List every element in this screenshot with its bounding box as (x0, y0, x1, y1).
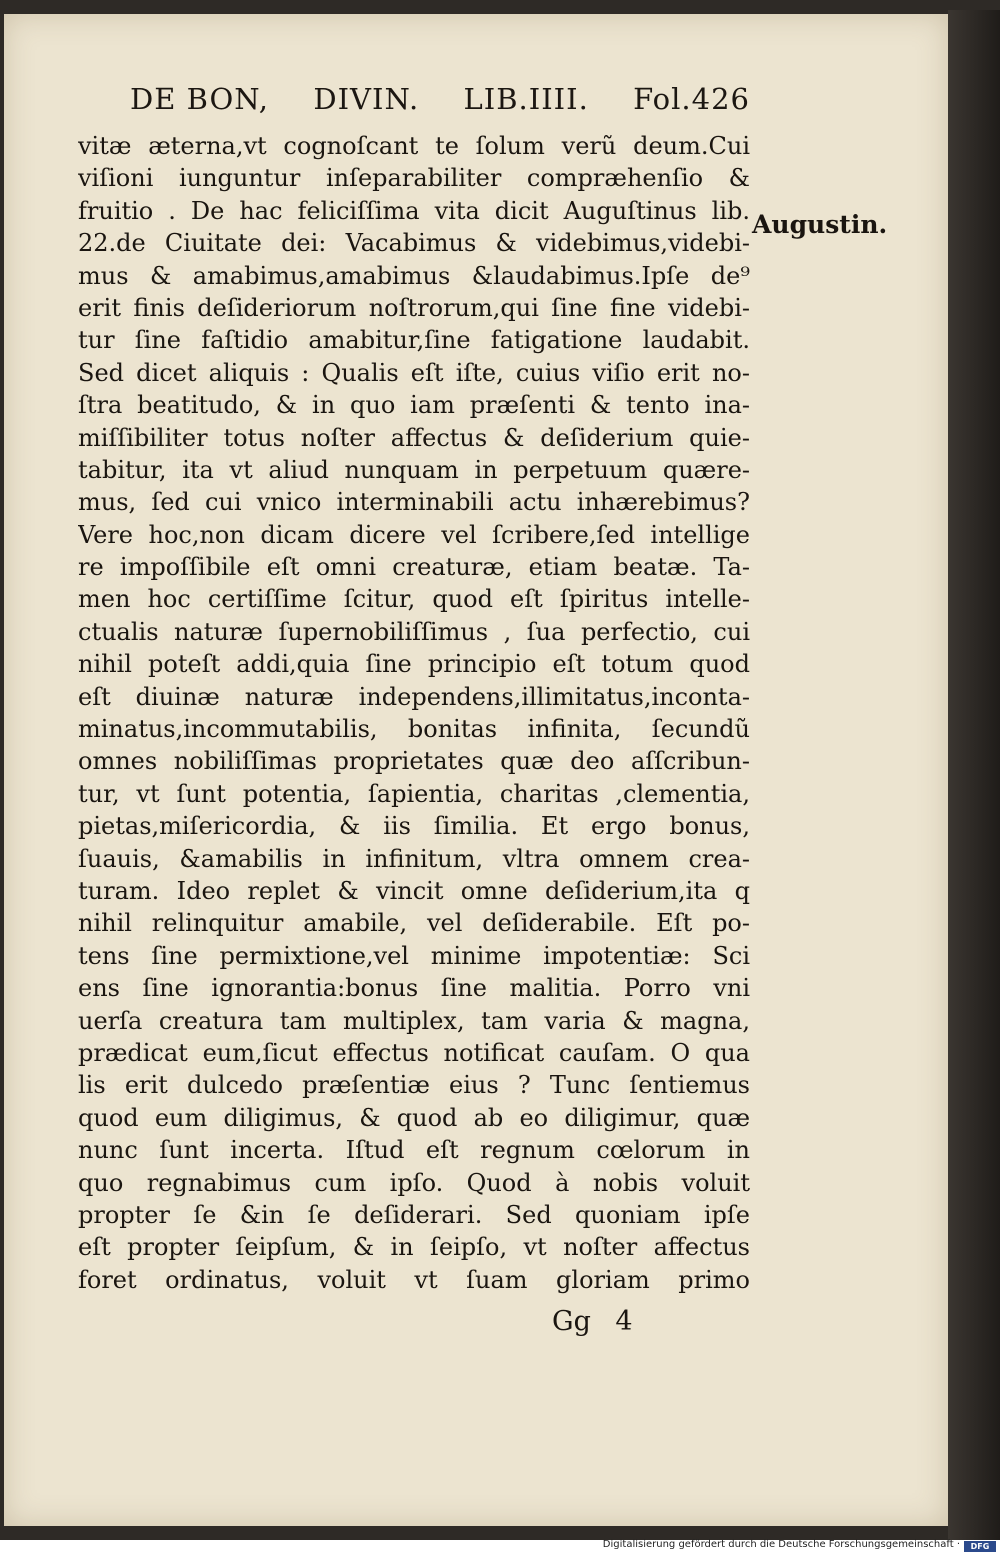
header-title: DE BON, (130, 82, 270, 116)
signature-mark: Gg 4 (552, 1306, 633, 1337)
text-line: lis erit dulcedo præſentiæ eius ? Tunc ſentiemus (78, 1071, 750, 1100)
text-line: pietas,miſericordia, & iis ſimilia. Et ergo bonus, (78, 812, 750, 841)
text-line: ſtra beatitudo, & in quo iam præſenti & tento ina- (78, 391, 750, 420)
text-line: Sed dicet aliquis : Qualis eſt iſte, cuius viſio erit no- (78, 358, 750, 387)
text-line: nihil poteſt addi,quia ſine principio eſt totum quod (78, 650, 750, 679)
text-line: fruitio . De hac feliciſſima vita dicit Auguſtinus lib. (78, 196, 750, 225)
text-line: Vere hoc,non dicam dicere vel ſcribere,ſed intellige (78, 520, 750, 549)
folio-number: Fol.426 (633, 82, 750, 116)
text-line: mus & amabimus,amabimus &laudabimus.Ipſe de⁹ (78, 261, 750, 290)
text-line: 22.de Ciuitate dei: Vacabimus & videbimus,videbi- (78, 229, 750, 258)
text-line: ctualis naturæ ſupernobiliſſimus , ſua perfectio, cui (78, 617, 750, 646)
text-line: tens ſine permixtione,vel minime impotentiæ: Sci (78, 941, 750, 970)
text-line: nunc ſunt incerta. Iſtud eſt regnum cœlorum in (78, 1136, 750, 1165)
text-line: nihil relinquitur amabile, vel deſiderabile. Eſt po- (78, 909, 750, 938)
text-line: tur ſine faſtidio amabitur,ſine fatigatione laudabit. (78, 326, 750, 355)
text-line: omnes nobiliſſimas proprietates quæ deo aſſcribun- (78, 747, 750, 776)
book-spine-edge (948, 10, 1000, 1540)
text-line: ſuauis, &amabilis in infinitum, vltra omnem crea- (78, 844, 750, 873)
digitization-credit: Digitalisierung gefördert durch die Deutsche Forschungsgemeinschaft · (602, 1539, 960, 1550)
text-line: eſt propter ſeipſum, & in ſeipſo, vt noſter affectus (78, 1233, 750, 1262)
text-line: minatus,incommutabilis, bonitas infinita, ſecundũ (78, 715, 750, 744)
text-line: uerſa creatura tam multiplex, tam varia & magna, (78, 1006, 750, 1035)
text-line: erit finis deſideriorum noſtrorum,qui ſine fine videbi- (78, 293, 750, 322)
text-line: propter ſe &in ſe deſiderari. Sed quoniam ipſe (78, 1200, 750, 1229)
text-line: prædicat eum,ſicut effectus notificat cauſam. O qua (78, 1038, 750, 1067)
text-line: mus, ſed cui vnico interminabili actu inhærebimus? (78, 488, 750, 517)
text-line: quo regnabimus cum ipſo. Quod à nobis voluit (78, 1168, 750, 1197)
dfg-logo-icon: DFG (964, 1541, 996, 1552)
body-text (78, 130, 750, 1296)
running-header (130, 82, 750, 116)
text-line: turam. Ideo replet & vincit omne deſiderium,ita q (78, 876, 750, 905)
text-line: re impoſſibile eſt omni creaturæ, etiam beatæ. Ta- (78, 553, 750, 582)
text-line: men hoc certiſſime ſcitur, quod eſt ſpiritus intelle- (78, 585, 750, 614)
text-line: ens ſine ignorantia:bonus ſine malitia. Porro vni (78, 974, 750, 1003)
text-line: vitæ æterna,vt cognoſcant te ſolum verũ deum.Cui (78, 132, 750, 160)
header-title-divin: DIVIN. (313, 82, 420, 116)
header-book-number: LIB.IIII. (463, 82, 589, 116)
text-line: quod eum diligimus, & quod ab eo diligimur, quæ (78, 1103, 750, 1132)
text-line: miſſibiliter totus noſter affectus & deſiderium quie- (78, 423, 750, 452)
text-line: viſioni iunguntur inſeparabiliter compræhenſio & (78, 164, 750, 193)
text-line: tur, vt ſunt potentia, ſapientia, charitas ,clementia, (78, 779, 750, 808)
marginal-note: Augustin. (752, 210, 888, 239)
text-line: tabitur, ita vt aliud nunquam in perpetuum quære- (78, 455, 750, 484)
text-line: foret ordinatus, voluit vt ſuam gloriam primo (78, 1265, 750, 1294)
text-line: eſt diuinæ naturæ independens,illimitatus,inconta- (78, 682, 750, 711)
